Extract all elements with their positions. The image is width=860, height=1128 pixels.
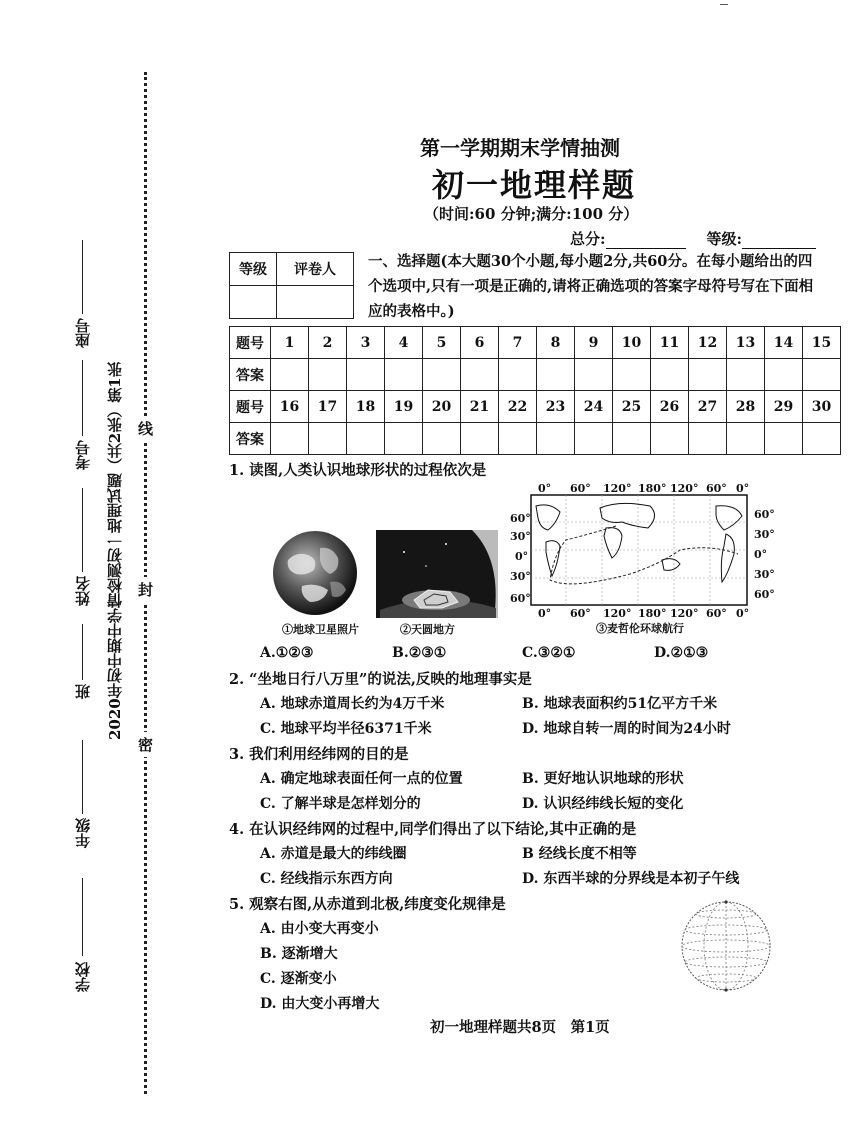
qnum-cell: 4 bbox=[385, 327, 423, 359]
answer-cell[interactable] bbox=[575, 423, 613, 455]
qnum-cell: 30 bbox=[803, 391, 841, 423]
field-school-label: 学校 bbox=[74, 962, 92, 992]
answer-cell[interactable] bbox=[537, 359, 575, 391]
q3-option-c[interactable]: C. 了解半球是怎样划分的 bbox=[260, 796, 421, 812]
qnum-cell: 3 bbox=[347, 327, 385, 359]
q2-option-b[interactable]: B. 地球表面积约51亿平方千米 bbox=[522, 696, 718, 712]
answer-cell[interactable] bbox=[651, 359, 689, 391]
exam-subtitle: 第一学期期末学情抽测 bbox=[420, 136, 620, 160]
answer-cell[interactable] bbox=[385, 359, 423, 391]
field-grade-line[interactable] bbox=[82, 740, 83, 814]
answer-cell[interactable] bbox=[271, 423, 309, 455]
qnum-cell: 24 bbox=[575, 391, 613, 423]
reviewer-header: 评卷人 bbox=[277, 253, 354, 286]
answer-cell[interactable] bbox=[765, 359, 803, 391]
answer-cell[interactable] bbox=[423, 359, 461, 391]
answer-cell[interactable] bbox=[309, 359, 347, 391]
q1-option-b[interactable]: B.②③① bbox=[392, 645, 447, 661]
answer-cell[interactable] bbox=[499, 359, 537, 391]
answer-cell[interactable] bbox=[727, 359, 765, 391]
total-score-field[interactable] bbox=[606, 234, 686, 249]
answer-grid-row-answers-2 bbox=[230, 423, 841, 455]
page-footer: 初一地理样题共8页 第1页 bbox=[430, 1019, 610, 1036]
reviewer-cell[interactable] bbox=[277, 286, 354, 319]
answer-cell[interactable] bbox=[347, 359, 385, 391]
q5-stem: 5. 观察右图,从赤道到北极,纬度变化规律是 bbox=[229, 896, 506, 913]
scan-mark bbox=[720, 4, 728, 5]
map-top-label: 0° bbox=[538, 482, 552, 495]
q2-stem: 2. “坐地日行八万里”的说法,反映的地理事实是 bbox=[229, 671, 532, 688]
field-class-line[interactable] bbox=[82, 624, 83, 680]
q4-stem: 4. 在认识经纬网的过程中,同学们得出了以下结论,其中正确的是 bbox=[229, 821, 637, 838]
q4-option-a[interactable]: A. 赤道是最大的纬线圈 bbox=[260, 846, 407, 862]
total-score-label: 总分: bbox=[570, 230, 606, 248]
q5-option-a[interactable]: A. 由小变大再变小 bbox=[260, 921, 379, 937]
qnum-header: 题号 bbox=[230, 327, 271, 359]
q3-stem: 3. 我们利用经纬网的目的是 bbox=[229, 746, 409, 763]
answer-cell[interactable] bbox=[499, 423, 537, 455]
q1-option-a[interactable]: A.①②③ bbox=[260, 645, 314, 661]
answer-cell[interactable] bbox=[537, 423, 575, 455]
qnum-cell: 21 bbox=[461, 391, 499, 423]
field-name-label: 姓名 bbox=[74, 576, 92, 606]
answer-grid bbox=[229, 326, 841, 455]
map-left-label: 60° bbox=[510, 592, 531, 605]
qnum-cell: 5 bbox=[423, 327, 461, 359]
exam-name-vertical: 2020年初中期中学情检测初一地理试题（共2张）第1张 bbox=[106, 362, 124, 740]
qnum-cell: 26 bbox=[651, 391, 689, 423]
map-right-label: 60° bbox=[754, 588, 775, 601]
q2-option-c[interactable]: C. 地球平均半径6371千米 bbox=[260, 721, 432, 737]
map-bottom-label: 180° bbox=[638, 607, 667, 620]
field-seat-line[interactable] bbox=[82, 240, 83, 314]
seal-char-xian: 线 bbox=[138, 416, 153, 441]
answer-cell[interactable] bbox=[385, 423, 423, 455]
qnum-cell: 28 bbox=[727, 391, 765, 423]
exam-title: 初一地理样题 bbox=[432, 166, 637, 204]
map-top-label: 0° bbox=[736, 482, 750, 495]
grade-reviewer-box bbox=[229, 252, 354, 319]
qnum-cell: 17 bbox=[309, 391, 347, 423]
answer-cell[interactable] bbox=[461, 423, 499, 455]
field-class-label: 班 bbox=[74, 684, 92, 699]
qnum-cell: 11 bbox=[651, 327, 689, 359]
magellan-voyage-world-map bbox=[530, 494, 748, 606]
answer-cell[interactable] bbox=[765, 423, 803, 455]
qnum-cell: 27 bbox=[689, 391, 727, 423]
round-heaven-square-earth-image bbox=[376, 530, 498, 618]
map-left-label: 0° bbox=[515, 550, 529, 563]
map-bottom-label: 120° bbox=[670, 607, 699, 620]
field-grade-label: 年级 bbox=[74, 818, 92, 848]
map-top-label: 180° bbox=[638, 482, 667, 495]
q5-option-b[interactable]: B. 逐渐增大 bbox=[260, 946, 338, 962]
map-top-label: 60° bbox=[570, 482, 591, 495]
q1-caption-2: ②天圆地方 bbox=[400, 623, 455, 636]
grade-label: 等级: bbox=[706, 230, 742, 248]
qnum-cell: 9 bbox=[575, 327, 613, 359]
field-examno-line[interactable] bbox=[82, 360, 83, 436]
map-right-label: 0° bbox=[754, 548, 768, 561]
earth-satellite-photo bbox=[272, 530, 358, 616]
map-left-label: 60° bbox=[510, 512, 531, 525]
qnum-cell: 20 bbox=[423, 391, 461, 423]
answer-cell[interactable] bbox=[461, 359, 499, 391]
map-bottom-label: 120° bbox=[603, 607, 632, 620]
q3-option-a[interactable]: A. 确定地球表面任何一点的位置 bbox=[260, 771, 463, 787]
map-bottom-label: 0° bbox=[736, 607, 750, 620]
answer-cell[interactable] bbox=[347, 423, 385, 455]
qnum-cell: 18 bbox=[347, 391, 385, 423]
map-bottom-label: 0° bbox=[538, 607, 552, 620]
qnum-cell: 23 bbox=[537, 391, 575, 423]
map-top-label: 120° bbox=[603, 482, 632, 495]
qnum-cell: 7 bbox=[499, 327, 537, 359]
qnum-cell: 8 bbox=[537, 327, 575, 359]
qnum-cell: 16 bbox=[271, 391, 309, 423]
qnum-cell: 12 bbox=[689, 327, 727, 359]
answer-cell[interactable] bbox=[271, 359, 309, 391]
seal-char-mi: 密 bbox=[138, 732, 153, 757]
map-left-label: 30° bbox=[510, 530, 531, 543]
q1-caption-3: ③麦哲伦环球航行 bbox=[596, 622, 684, 635]
q1-caption-1: ①地球卫星照片 bbox=[282, 623, 359, 636]
field-name-line[interactable] bbox=[82, 488, 83, 572]
answer-grid-row-answers-1 bbox=[230, 359, 841, 391]
answer-cell[interactable] bbox=[803, 359, 841, 391]
map-bottom-label: 60° bbox=[570, 607, 591, 620]
map-right-label: 30° bbox=[754, 568, 775, 581]
field-school-line[interactable] bbox=[82, 878, 83, 956]
qnum-cell: 25 bbox=[613, 391, 651, 423]
q4-option-b[interactable]: B 经线长度不相等 bbox=[522, 846, 637, 862]
answer-header: 答案 bbox=[230, 423, 271, 455]
map-top-label: 120° bbox=[670, 482, 699, 495]
q3-option-d[interactable]: D. 认识经纬线长短的变化 bbox=[522, 796, 684, 812]
q2-option-a[interactable]: A. 地球赤道周长约为4万千米 bbox=[260, 696, 445, 712]
q5-option-d[interactable]: D. 由大变小再增大 bbox=[260, 996, 380, 1012]
qnum-cell: 10 bbox=[613, 327, 651, 359]
q1-option-c[interactable]: C.③②① bbox=[522, 645, 576, 661]
q5-option-c[interactable]: C. 逐渐变小 bbox=[260, 971, 337, 987]
answer-cell[interactable] bbox=[689, 423, 727, 455]
field-seat-label: 座号 bbox=[74, 318, 92, 348]
q1-option-d[interactable]: D.②①③ bbox=[654, 645, 709, 661]
answer-grid-row-numbers-1 bbox=[230, 327, 841, 359]
answer-header: 答案 bbox=[230, 359, 271, 391]
q2-option-d[interactable]: D. 地球自转一周的时间为24小时 bbox=[522, 721, 731, 737]
exam-time-info: （时间:60 分钟;满分:100 分） bbox=[424, 205, 639, 223]
qnum-cell: 1 bbox=[271, 327, 309, 359]
qnum-cell: 15 bbox=[803, 327, 841, 359]
answer-cell[interactable] bbox=[423, 423, 461, 455]
qnum-cell: 29 bbox=[765, 391, 803, 423]
field-examno-label: 考号 bbox=[74, 440, 92, 470]
score-line bbox=[570, 228, 816, 249]
qnum-cell: 22 bbox=[499, 391, 537, 423]
qnum-header: 题号 bbox=[230, 391, 271, 423]
qnum-cell: 13 bbox=[727, 327, 765, 359]
grade-field[interactable] bbox=[742, 234, 816, 249]
q4-option-d[interactable]: D. 东西半球的分界线是本初子午线 bbox=[522, 871, 740, 887]
map-bottom-label: 60° bbox=[706, 607, 727, 620]
grade-header: 等级 bbox=[230, 253, 277, 286]
section1-instruction: 一、选择题(本大题30个小题,每小题2分,共60分。在每小题给出的四个选项中,只有一项是正确的,请将正确选项的答案字母符号写在下面相应的表格中。) bbox=[368, 253, 814, 320]
answer-cell[interactable] bbox=[309, 423, 347, 455]
answer-cell[interactable] bbox=[689, 359, 727, 391]
map-right-label: 30° bbox=[754, 528, 775, 541]
q1-stem: 1. 读图,人类认识地球形状的过程依次是 bbox=[229, 462, 487, 479]
answer-grid-row-numbers-2 bbox=[230, 391, 841, 423]
q4-option-c[interactable]: C. 经线指示东西方向 bbox=[260, 871, 393, 887]
map-right-label: 60° bbox=[754, 508, 775, 521]
latitude-globe-diagram bbox=[678, 892, 774, 996]
map-left-label: 30° bbox=[510, 570, 531, 583]
qnum-cell: 14 bbox=[765, 327, 803, 359]
answer-cell[interactable] bbox=[651, 423, 689, 455]
answer-cell[interactable] bbox=[803, 423, 841, 455]
answer-cell[interactable] bbox=[575, 359, 613, 391]
q3-option-b[interactable]: B. 更好地认识地球的形状 bbox=[522, 771, 684, 787]
answer-cell[interactable] bbox=[613, 423, 651, 455]
answer-cell[interactable] bbox=[613, 359, 651, 391]
qnum-cell: 2 bbox=[309, 327, 347, 359]
grade-cell[interactable] bbox=[230, 286, 277, 319]
seal-char-feng: 封 bbox=[138, 577, 153, 602]
answer-cell[interactable] bbox=[727, 423, 765, 455]
map-top-label: 60° bbox=[706, 482, 727, 495]
qnum-cell: 19 bbox=[385, 391, 423, 423]
qnum-cell: 6 bbox=[461, 327, 499, 359]
